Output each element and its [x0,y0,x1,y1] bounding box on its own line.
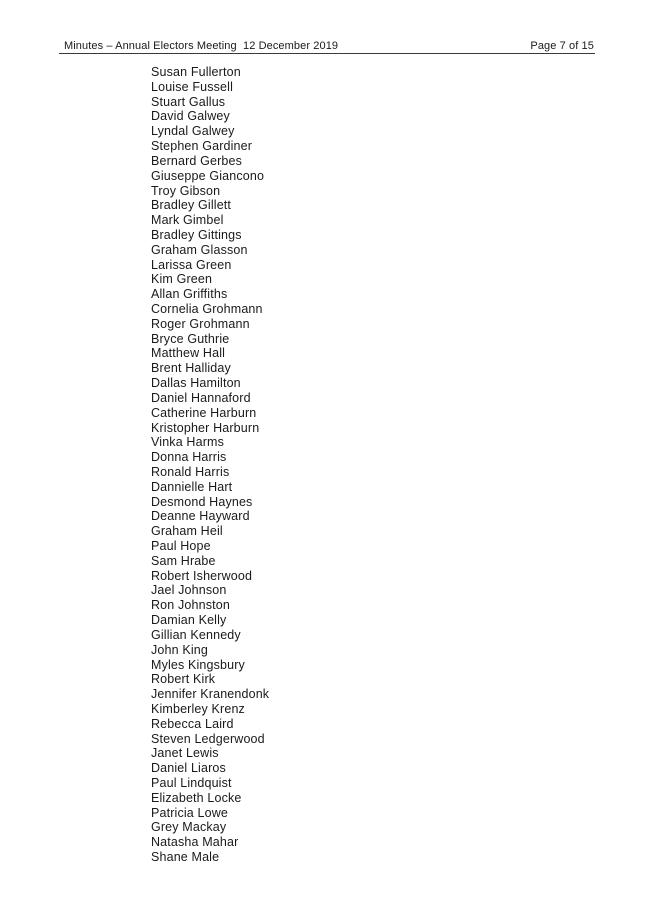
attendee-name: David Galwey [151,109,230,124]
attendee-name: Paul Lindquist [151,776,232,790]
attendee-name: Damian Kelly [151,613,227,628]
attendee-name: Stephen Gardiner [151,139,253,154]
attendee-name: Roger Grohmann [151,316,250,331]
attendee-name: Daniel Hannaford [151,390,251,405]
attendee-name: Vinka Harms [151,435,224,450]
attendee-name: Patricia Lowe [151,805,228,820]
attendee-name: Myles Kingsbury [151,657,245,672]
attendee-name: Ron Johnston [151,598,230,613]
attendee-name: Dallas Hamilton [151,376,241,391]
attendee-name: Graham Heil [151,524,223,539]
attendee-name: Shane Male [151,850,220,865]
attendee-name: Robert Kirk [151,672,216,687]
attendee-name: Janet Lewis [151,746,219,761]
attendee-name: Bryce Guthrie [151,331,230,346]
page-number: Page 7 of 15 [530,40,594,52]
attendee-name: Rebecca Laird [151,716,234,731]
attendee-name: Jennifer Kranendonk [151,687,270,702]
attendee-name: Graham Glasson [151,242,248,257]
attendee-name: Dannielle Hart [151,479,233,494]
header-divider [59,53,595,54]
attendee-name: Steven Ledgerwood [151,731,265,746]
attendee-name: Catherine Harburn [151,405,257,420]
attendee-name: Donna Harris [151,450,227,465]
attendee-name: Bernard Gerbes [151,153,243,168]
attendee-name: Robert Isherwood [151,568,253,583]
attendee-name: Cornelia Grohmann [151,302,263,316]
attendee-name: Gillian Kennedy [151,627,241,642]
attendee-name: Larissa Green [151,257,232,272]
attendee-name: Lyndal Galwey [151,124,235,139]
attendee-name: Daniel Liaros [151,761,226,776]
attendee-name: Deanne Hayward [151,509,250,524]
attendee-name: Allan Griffiths [151,287,228,302]
attendee-name: Bradley Gillett [151,198,232,213]
page-header [64,39,594,53]
attendee-name: Grey Mackay [151,820,227,835]
attendee-name: Brent Halliday [151,361,231,376]
attendee-name: Paul Hope [151,539,211,553]
attendee-name: Sam Hrabe [151,553,216,568]
attendee-list [151,65,269,865]
attendee-name: Troy Gibson [151,183,221,198]
attendee-name: Matthew Hall [151,346,226,361]
attendee-name: Elizabeth Locke [151,790,242,805]
attendee-name: Bradley Gittings [151,227,242,242]
attendee-name: Louise Fussell [151,79,234,94]
attendee-name: Ronald Harris [151,464,230,479]
attendee-name: Jael Johnson [151,583,227,598]
attendee-name: Kristopher Harburn [151,420,260,435]
attendee-name: Kimberley Krenz [151,701,245,716]
attendee-name: Susan Fullerton [151,65,241,79]
attendee-name: Natasha Mahar [151,835,239,850]
attendee-name: Mark Gimbel [151,213,224,228]
attendee-name: Stuart Gallus [151,94,226,109]
attendee-name: Kim Green [151,272,213,287]
document-title: Minutes – Annual Electors Meeting 12 December 2019 [64,40,339,52]
attendee-name: Desmond Haynes [151,494,253,509]
attendee-name: Giuseppe Giancono [151,168,265,183]
attendee-name: John King [151,642,208,657]
